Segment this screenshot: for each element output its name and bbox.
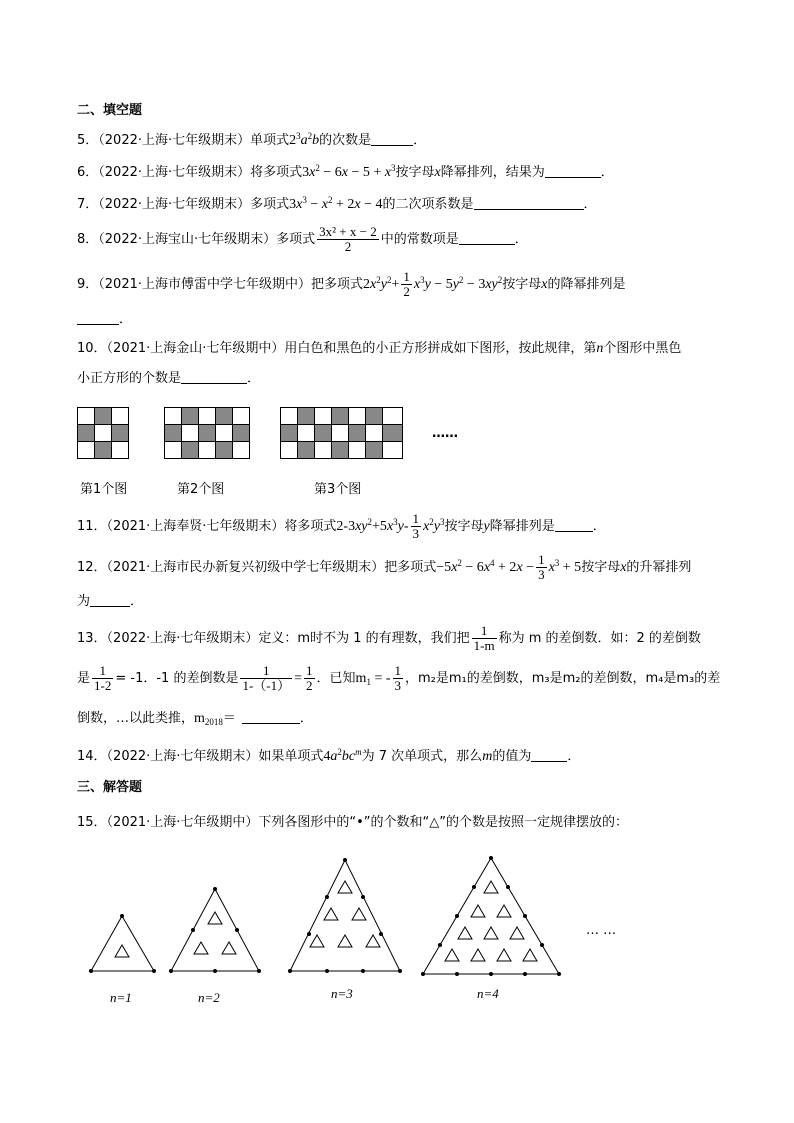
question-10: 10．（2021·上海金山·七年级期中）用白色和黑色的小正方形拼成如下图形，按此规律，第n个图形中黑色 — [77, 341, 682, 356]
question-5: 5．（2022·上海·七年级期末）单项式$2^3a^2b$的次数是 ． — [77, 131, 427, 148]
ellipsis: …… — [432, 426, 458, 441]
answer-blank[interactable] — [181, 371, 247, 384]
triangle-figure-n1 — [88, 912, 158, 974]
question-8: 8．（2022·上海宝山·七年级期末）多项式 $\frac{\text{3x² + x − 2}}{2}$ 中的常数项是 ． — [77, 224, 528, 254]
answer-blank[interactable] — [459, 232, 515, 245]
pattern-figure-2 — [164, 407, 251, 459]
triangle-figure-n4 — [420, 855, 564, 977]
caption-figure-2: 第2个图 — [177, 482, 225, 497]
triangle-figure-n3 — [287, 857, 403, 975]
question-9-line2: ． — [77, 312, 132, 328]
pattern-figure-3 — [280, 407, 404, 459]
question-10-line2: 小正方形的个数是 ． — [77, 371, 261, 386]
answer-blank[interactable] — [90, 594, 130, 607]
section-heading-solve: 三、解答题 — [77, 780, 143, 795]
answer-blank[interactable] — [242, 711, 300, 724]
caption-figure-1: 第1个图 — [80, 482, 128, 497]
caption-n4: n=4 — [477, 986, 499, 1001]
question-7: 7．（2022·上海·七年级期末）多项式$3x^3 - x^2 + 2x - 4$的二次项系数是 ． — [77, 195, 597, 212]
answer-blank[interactable] — [545, 165, 601, 178]
question-6: 6．（2022·上海·七年级期末）将多项式$3x^2 - 6x - 5 + x^3$按字母x降幂排列，结果为 ． — [77, 163, 614, 180]
ellipsis: … … — [586, 923, 617, 938]
caption-n2: n=2 — [198, 990, 220, 1005]
question-12: 12．（2021·上海市民办新复兴初级中学七年级期末）把多项式$-5x^2 - 6x^4 + 2x$ − $\frac{1}{3}$ $x^3 + 5$按字母x的升幂排列 — [77, 552, 692, 582]
answer-blank[interactable] — [371, 133, 413, 146]
answer-blank[interactable] — [531, 749, 567, 762]
answer-blank[interactable] — [555, 519, 593, 532]
caption-n1: n=1 — [110, 990, 132, 1005]
question-13-line3: 倒数，…以此类推，$m_{2018}=$ ． — [77, 711, 313, 727]
question-12-line2: 为 ． — [77, 594, 144, 609]
question-14: 14．（2022·上海·七年级期末）如果单项式$4a^2bc^m$为 7 次单项式，那么m的值为 ． — [77, 747, 581, 764]
question-15: 15．（2021·上海·七年级期中）下列各图形中的“•”的个数和“△”的个数是按照一定规律摆放的： — [77, 815, 629, 830]
caption-n3: n=3 — [331, 986, 353, 1001]
question-13-line2: 是 $\frac{1}{1-2}$ = -1．-1 的差倒数是 $\frac{1}{1-(-1)}$ = $\frac{1}{2}$ ．已知$m_1$ = - $\frac{1}{3}$ ，m₂是m₁的差倒数，m₃是m₂的差倒数，m₄是m₃的差 — [77, 663, 721, 693]
question-9: 9．（2021·上海市傅雷中学七年级期中）把多项式$2x^2y^2+$ $\frac{1}{2}$ $x^3y - 5y^2 - 3xy^2$按字母x的降幂排列是 — [77, 269, 626, 299]
answer-blank[interactable] — [474, 197, 584, 210]
pattern-figure-1 — [77, 407, 129, 459]
triangle-figure-n2 — [168, 886, 264, 974]
answer-blank[interactable] — [77, 312, 119, 325]
section-heading-fill-blank: 二、填空题 — [77, 103, 143, 118]
question-11: 11．（2021·上海奉贤·七年级期末）将多项式$2-3xy^2+5x^3y-$ $\frac{1}{3}$ $x^2y^3$按字母y降幂排列是 ． — [77, 511, 606, 541]
fraction: $\frac{\text{3x² + x − 2}}{2}$ — [319, 224, 377, 254]
question-13: 13．（2022·上海·七年级期末）定义：m时不为 1 的有理数，我们把 $\frac{1}{1-m}$ 称为 m 的差倒数．如：2 的差倒数 — [77, 623, 701, 653]
caption-figure-3: 第3个图 — [314, 482, 362, 497]
